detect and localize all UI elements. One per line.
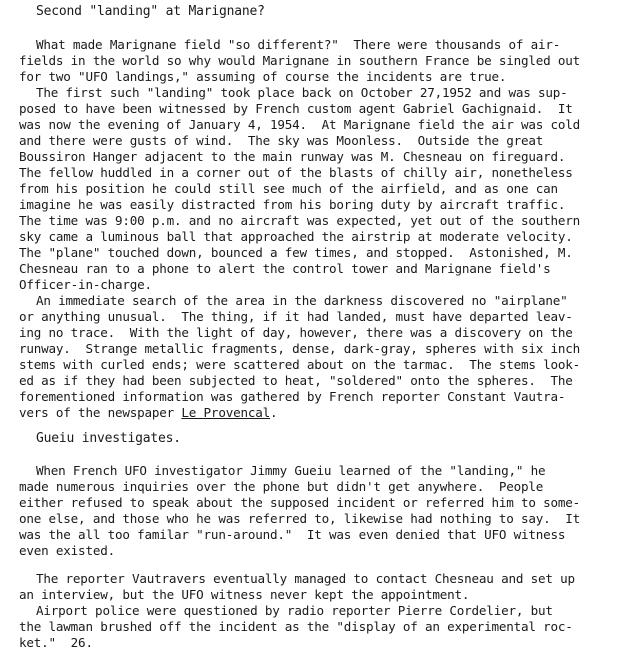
paragraph-line: When French UFO investigator Jimmy Gueiu learned of the "landing," he	[36, 463, 546, 478]
paragraph-line: The fellow huddled in a corner out of the blasts of chilly air, nonetheless	[19, 165, 573, 180]
paragraph-line: an interview, but the UFO witness never kept the appointment.	[19, 587, 470, 602]
paragraph-line: fields in the world so why would Marignane in southern France be singled out	[19, 53, 581, 68]
section-heading-gueiu-investigates: Gueiu investigates.	[36, 431, 181, 446]
paragraph-line: and there were gusts of wind. The sky was Moonless. Outside the great	[19, 133, 544, 148]
paragraph-line: An immediate search of the area in the darkness discovered no "airplane"	[36, 293, 568, 308]
paragraph-line: runway. Strange metallic fragments, dense, dark-gray, spheres with six inch	[19, 341, 581, 356]
paragraph-line: was the all too familar "run-around." It was even denied that UFO witness	[19, 527, 566, 542]
section-heading-second-landing: Second "landing" at Marignane?	[36, 4, 265, 19]
newspaper-name: Le Provencal	[181, 405, 270, 420]
paragraph-line: from his position he could still see much of the airfield, and as one can	[19, 181, 558, 196]
paragraph-line: The first such "landing" took place back on October 27,1952 and was sup-	[36, 85, 568, 100]
paragraph-line	[19, 405, 277, 420]
paragraph-line: The "plane" touched down, bounced a few times, and stopped. Astonished, M.	[19, 245, 573, 260]
paragraph-line: for two "UFO landings," assuming of course the incidents are true.	[19, 69, 507, 84]
paragraph-line: The reporter Vautravers eventually managed to contact Chesneau and set up	[36, 571, 575, 586]
paragraph-line: even existed.	[19, 543, 115, 558]
paragraph-line: posed to have been witnessed by French custom agent Gabriel Gachignaid. It	[19, 101, 573, 116]
paragraph-line: ed as if they had been subjected to heat, "soldered" onto the spheres. The	[19, 373, 573, 388]
paragraph-line: The time was 9:00 p.m. and no aircraft was expected, yet out of the southern	[19, 213, 581, 228]
paragraph-line: was now the evening of January 4, 1954. At Marignane field the air was cold	[19, 117, 581, 132]
paragraph-line: Chesneau ran to a phone to alert the control tower and Marignane field's	[19, 261, 551, 276]
paragraph-line: Boussiron Hanger adjacent to the main runway was M. Chesneau on fireguard.	[19, 149, 566, 164]
paragraph-line: made numerous inquiries over the phone but didn't get anywhere. People	[19, 479, 544, 494]
paragraph-line: imagine he was easily distracted from his boring duty by aircraft traffic.	[19, 197, 566, 212]
paragraph-line: forementioned information was gathered by French reporter Constant Vautra-	[19, 389, 566, 404]
paragraph-line: Airport police were questioned by radio reporter Pierre Cordelier, but	[36, 603, 553, 618]
paragraph-line: one else, and those who he was referred to, likewise had nothing to say. It	[19, 511, 581, 526]
paragraph-line-prefix: vers of the newspaper	[19, 405, 182, 420]
paragraph-line: ket." 26.	[19, 635, 93, 650]
paragraph-line: or anything unusual. The thing, if it had landed, must have departed leav-	[19, 309, 573, 324]
paragraph-line: What made Marignane field "so different?" There were thousands of air-	[36, 37, 561, 52]
paragraph-line: ing no trace. With the light of day, however, there was a discovery on the	[19, 325, 573, 340]
paragraph-line-suffix: .	[270, 405, 278, 420]
paragraph-line: either refused to speak about the supposed incident or referred him to some-	[19, 495, 581, 510]
paragraph-line: the lawman brushed off the incident as the "display of an experimental roc-	[19, 619, 573, 634]
paragraph-line: sky came a luminous ball that approached the airstrip at moderate velocity.	[19, 229, 573, 244]
paragraph-line: stems with curled ends; were scattered about on the tarmac. The stems look-	[19, 357, 581, 372]
paragraph-line: Officer-in-charge.	[19, 277, 152, 292]
